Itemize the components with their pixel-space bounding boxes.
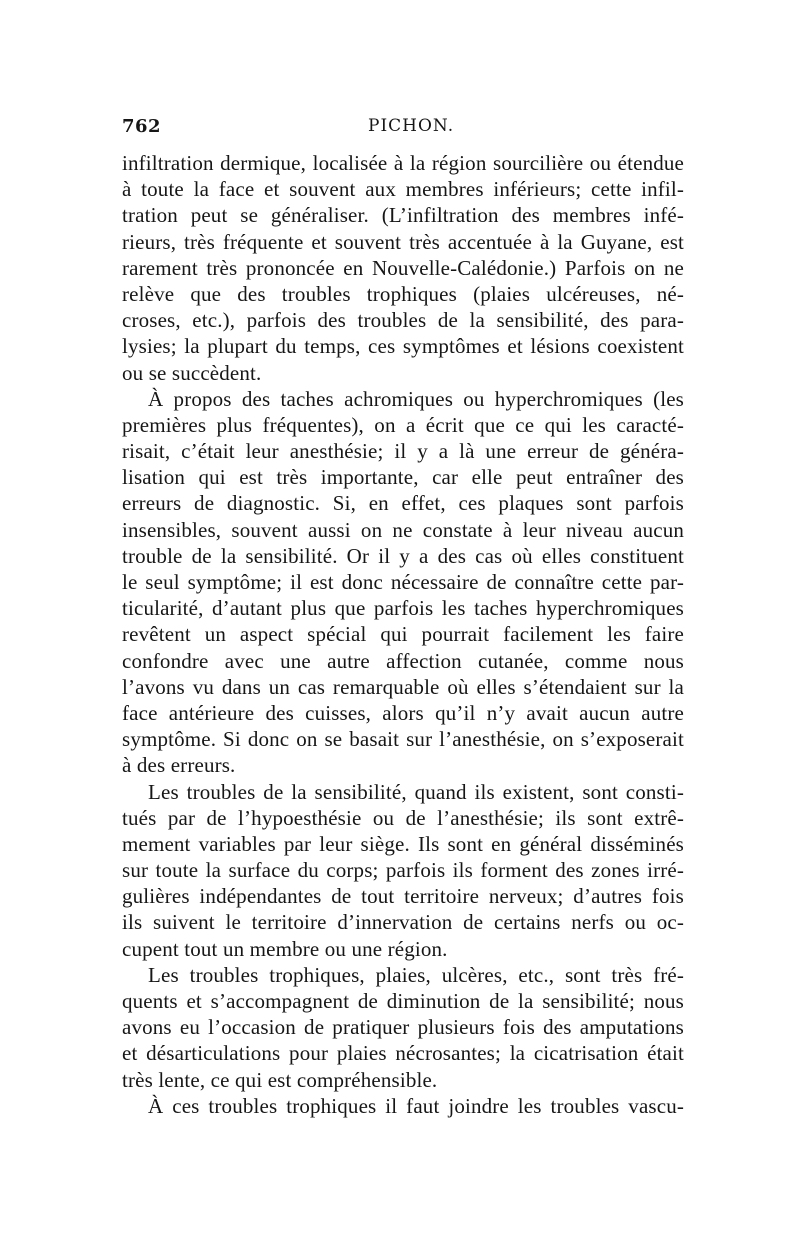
text-line: le seul symptôme; il est donc nécessaire de connaître cette par- [122, 570, 684, 594]
text-line: rieurs, très fréquente et souvent très accentuée à la Guyane, est [122, 229, 684, 254]
text-line: croses, etc.), parfois des troubles de la sensibilité, des para- [122, 308, 684, 333]
text-line: ticularité, d’autant plus que parfois les taches hyperchromiques [122, 596, 684, 621]
text-line: quents et s’accompagnent de diminution de la sensibilité; nous [122, 989, 684, 1013]
text-line: et désarticulations pour plaies nécrosantes; la cicatrisation était [122, 1041, 684, 1066]
text-line: ou se succèdent. [122, 360, 262, 385]
text-line: erreurs de diagnostic. Si, en effet, ces plaques sont parfois [122, 491, 684, 516]
text-line: relève que des troubles trophiques (plaies ulcéreuses, né- [122, 281, 684, 306]
text-line: rarement très prononcée en Nouvelle-Calédonie.) Parfois on ne [122, 255, 684, 280]
text-line: très lente, ce qui est compréhensible. [122, 1067, 438, 1092]
page-number: 762 [122, 116, 162, 137]
text-line: risait, c’était leur anesthésie; il y a là une erreur de généra- [122, 439, 684, 464]
text-line: Les troubles trophiques, plaies, ulcères, etc., sont très fré- [148, 962, 684, 987]
text-line: sur toute la surface du corps; parfois ils forment des zones irré- [122, 858, 684, 883]
text-line: confondre avec une autre affection cutanée, comme nous [122, 648, 684, 673]
text-line: À propos des taches achromiques ou hyperchromiques (les [148, 386, 684, 411]
paragraph [122, 150, 684, 386]
text-line: trouble de la sensibilité. Or il y a des cas où elles constituent [122, 543, 684, 568]
text-line: Les troubles de la sensibilité, quand ils existent, sont consti- [148, 779, 684, 804]
text-line: avons eu l’occasion de pratiquer plusieurs fois des amputations [122, 1015, 684, 1040]
text-line: tués par de l’hypoesthésie ou de l’anesthésie; ils sont extrê- [122, 805, 684, 830]
body-text [122, 150, 684, 1119]
paragraph [122, 962, 684, 1093]
text-line: à toute la face et souvent aux membres inférieurs; cette infil- [122, 177, 684, 202]
text-line: lysies; la plupart du temps, ces symptômes et lésions coexistent [122, 334, 684, 359]
text-line: tration peut se généraliser. (L’infiltration des membres infé- [122, 203, 684, 228]
text-line: insensibles, souvent aussi on ne constate à leur niveau aucun [122, 517, 684, 542]
text-line: gulières indépendantes de tout territoire nerveux; d’autres fois [122, 884, 684, 909]
paragraph [122, 779, 684, 962]
text-line: ils suivent le territoire d’innervation de certains nerfs ou oc- [122, 910, 684, 935]
text-line: À ces troubles trophiques il faut joindre les troubles vascu- [148, 1093, 684, 1118]
text-line: à des erreurs. [122, 753, 236, 778]
text-line: premières plus fréquentes), on a écrit que ce qui les caracté- [122, 412, 684, 437]
running-head: PICHON. [368, 116, 455, 136]
paragraph [122, 386, 684, 779]
text-line: cupent tout un membre ou une région. [122, 936, 448, 961]
page-header [122, 116, 684, 146]
text-line: symptôme. Si donc on se basait sur l’anesthésie, on s’exposerait [122, 727, 684, 752]
text-line: lisation qui est très importante, car elle peut entraîner des [122, 465, 684, 490]
text-line: l’avons vu dans un cas remarquable où elles s’étendaient sur la [122, 674, 684, 699]
paragraph [122, 1093, 684, 1119]
text-line: infiltration dermique, localisée à la région sourcilière ou étendue [122, 151, 684, 175]
text-line: face antérieure des cuisses, alors qu’il n’y avait aucun autre [122, 700, 684, 725]
text-line: mement variables par leur siège. Ils sont en général disséminés [122, 831, 684, 856]
text-line: revêtent un aspect spécial qui pourrait facilement les faire [122, 622, 684, 647]
